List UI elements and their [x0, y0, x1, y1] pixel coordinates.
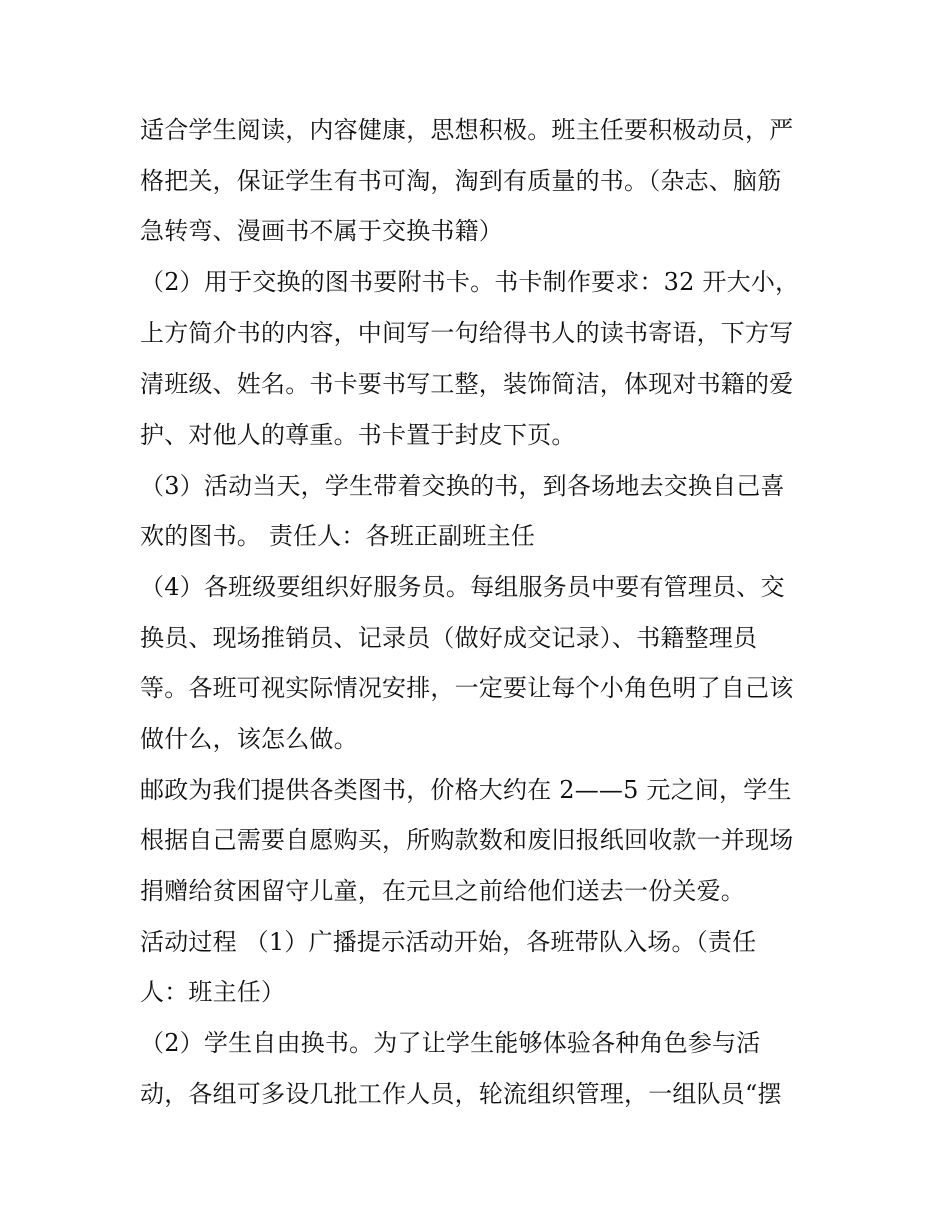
text-line: 适合学生阅读，内容健康，思想积极。班主任要积极动员，严 — [140, 116, 794, 144]
text-line: 等。各班可视实际情况安排，一定要让每个小角色明了自己该 — [140, 674, 794, 702]
text-line: （2）用于交换的图书要附书卡。书卡制作要求：32 开大小， — [140, 268, 800, 296]
text-line: （2）学生自由换书。为了让学生能够体验各种角色参与活 — [140, 1029, 761, 1057]
text-line: 动，各组可多设几批工作人员，轮流组织管理，一组队员“摆 — [140, 1080, 782, 1108]
text-line: 邮政为我们提供各类图书，价格大约在 2——5 元之间，学生 — [140, 776, 792, 804]
text-line: （4）各班级要组织好服务员。每组服务员中要有管理员、交 — [140, 573, 785, 601]
text-line: 人：班主任） — [140, 978, 286, 1006]
text-line: 捐赠给贫困留守儿童，在元旦之前给他们送去一份关爱。 — [140, 877, 745, 905]
text-line: （3）活动当天，学生带着交换的书，到各场地去交换自己喜 — [140, 472, 785, 500]
text-line: 格把关，保证学生有书可淘，淘到有质量的书。（杂志、脑筋 — [140, 167, 782, 195]
text-line: 做什么，该怎么做。 — [140, 725, 358, 753]
text-line: 护、对他人的尊重。书卡置于封皮下页。 — [140, 421, 576, 449]
text-line: 急转弯、漫画书不属于交换书籍） — [140, 217, 503, 245]
text-line: 欢的图书。 责任人：各班正副班主任 — [140, 522, 536, 550]
text-line: 根据自己需要自愿购买，所购款数和废旧报纸回收款一并现场 — [140, 826, 794, 854]
text-line: 清班级、姓名。书卡要书写工整，装饰简洁，体现对书籍的爱 — [140, 370, 794, 398]
text-line: 上方简介书的内容，中间写一句给得书人的读书寄语，下方写 — [140, 319, 794, 347]
text-line: 换员、现场推销员、记录员（做好成交记录）、书籍整理员 — [140, 624, 758, 652]
text-line: 活动过程 （1）广播提示活动开始，各班带队入场。（责任 — [140, 928, 757, 956]
